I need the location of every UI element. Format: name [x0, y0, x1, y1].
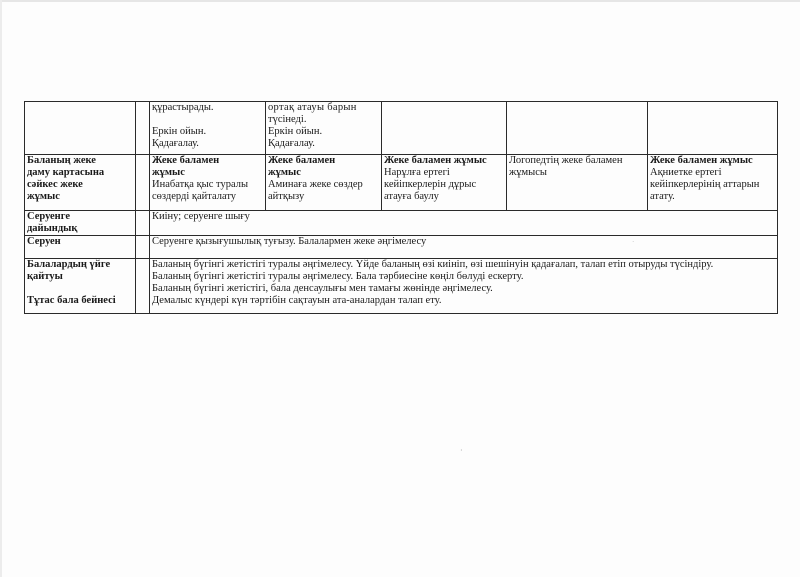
individual-narrow-cell: [136, 155, 150, 211]
top-col2-line: құрастырады.: [152, 102, 214, 113]
top-col5-cell: [507, 102, 648, 155]
table-row-going-home: [25, 259, 778, 314]
individual-col2-title: Жеке баламен: [152, 155, 220, 166]
individual-col6-text: атату.: [650, 191, 675, 202]
home-narrow-cell: [136, 259, 150, 314]
top-col2-line: Еркін ойын.: [152, 126, 207, 137]
home-text-line: Баланың бүгінгі жетістігі туралы әңгімелесу. Бала тәрбиесіне көңіл бөлуді ескерту.: [152, 271, 524, 282]
page-left-edge: [0, 0, 2, 577]
prep-label-cell: [25, 211, 136, 236]
individual-label-line: сәйкес жеке: [27, 179, 83, 190]
top-col3-line: Қадағалау.: [268, 138, 315, 149]
home-label-line: қайтуы: [27, 271, 63, 282]
individual-col4-cell: [382, 155, 507, 211]
individual-col6-cell: [648, 155, 778, 211]
top-col6-cell: [648, 102, 778, 155]
home-text-line: Баланың бүгінгі жетістігі туралы әңгімелесу. Үйде баланың өзі киініп, өзі шешінуін қадағалап, талап етіп отыруды түсіндіру.: [152, 259, 714, 270]
individual-col3-text: айтқызу: [268, 191, 305, 202]
prep-label-line: дайындық: [27, 223, 78, 234]
top-col3-line: ортақ атауы барын: [268, 102, 357, 113]
table-row-walk-preparation: [25, 211, 778, 236]
scan-speck: ·: [632, 238, 635, 246]
top-col4-cell: [382, 102, 507, 155]
prep-text-cell: [150, 211, 778, 236]
individual-col2-text: сөздерді қайталату: [152, 191, 237, 202]
individual-col2-text: Инабатқа қыс туралы: [152, 179, 249, 190]
page-top-edge: [0, 0, 800, 2]
top-narrow-cell: [136, 102, 150, 155]
individual-col4-text: кейіпкерлерін дұрыс: [384, 179, 477, 190]
walk-narrow-cell: [136, 236, 150, 259]
individual-col2-title: жұмыс: [152, 167, 185, 178]
home-label-line: Тұтас бала бейнесі: [27, 295, 116, 306]
individual-col6-text: Ақниетке ертегі: [650, 167, 722, 178]
top-col2-line: Қадағалау.: [152, 138, 199, 149]
individual-col5-text: Логопедтің жеке баламен: [509, 155, 623, 166]
top-col2-cell: [150, 102, 266, 155]
individual-col5-cell: [507, 155, 648, 211]
individual-col4-text: атауға баулу: [384, 191, 439, 202]
individual-label-line: жұмыс: [27, 191, 60, 202]
walk-text: Серуенге қызығушылық туғызу. Балалармен жеке әңгімелесу: [152, 236, 427, 247]
top-col2-gap: [152, 114, 263, 126]
home-label-line: Балалардың үйге: [27, 259, 111, 270]
individual-label-cell: [25, 155, 136, 211]
individual-col6-text: кейіпкерлерінің аттарын: [650, 179, 760, 190]
table-row-individual-work: [25, 155, 778, 211]
home-label-cell: [25, 259, 136, 314]
top-col3-line: Еркін ойын.: [268, 126, 323, 137]
table-row-top: [25, 102, 778, 155]
individual-col2-cell: [150, 155, 266, 211]
prep-narrow-cell: [136, 211, 150, 236]
daily-plan-table: [24, 101, 778, 314]
individual-label-line: даму картасына: [27, 167, 105, 178]
individual-col4-title: Жеке баламен жұмыс: [384, 155, 487, 166]
table-row-walk: [25, 236, 778, 259]
individual-col4-text: Нарұлға ертегі: [384, 167, 450, 178]
home-text-cell: [150, 259, 778, 314]
top-col3-line: түсінеді.: [268, 114, 307, 125]
prep-text: Киіну; серуенге шығу: [152, 211, 250, 222]
walk-text-cell: [150, 236, 778, 259]
individual-col5-text: жұмысы: [509, 167, 547, 178]
top-col3-cell: [266, 102, 382, 155]
individual-col6-title: Жеке баламен жұмыс: [650, 155, 753, 166]
walk-label-cell: [25, 236, 136, 259]
top-label-cell: [25, 102, 136, 155]
home-text-line: Баланың бүгінгі жетістігі, бала денсаулығы мен тамағы жөнінде әңгімелесу.: [152, 283, 493, 294]
individual-label-line: Баланың жеке: [27, 155, 96, 166]
prep-label-line: Серуенге: [27, 211, 70, 222]
scan-speck: ·: [460, 446, 463, 455]
home-label-gap: [27, 283, 133, 295]
walk-label: Серуен: [27, 236, 61, 247]
individual-col3-title: жұмыс: [268, 167, 301, 178]
individual-col3-cell: [266, 155, 382, 211]
individual-col3-title: Жеке баламен: [268, 155, 336, 166]
individual-col3-text: Аминаға жеке сөздер: [268, 179, 363, 190]
home-text-line: Демалыс күндері күн тәртібін сақтауын ата-аналардан талап ету.: [152, 295, 442, 306]
